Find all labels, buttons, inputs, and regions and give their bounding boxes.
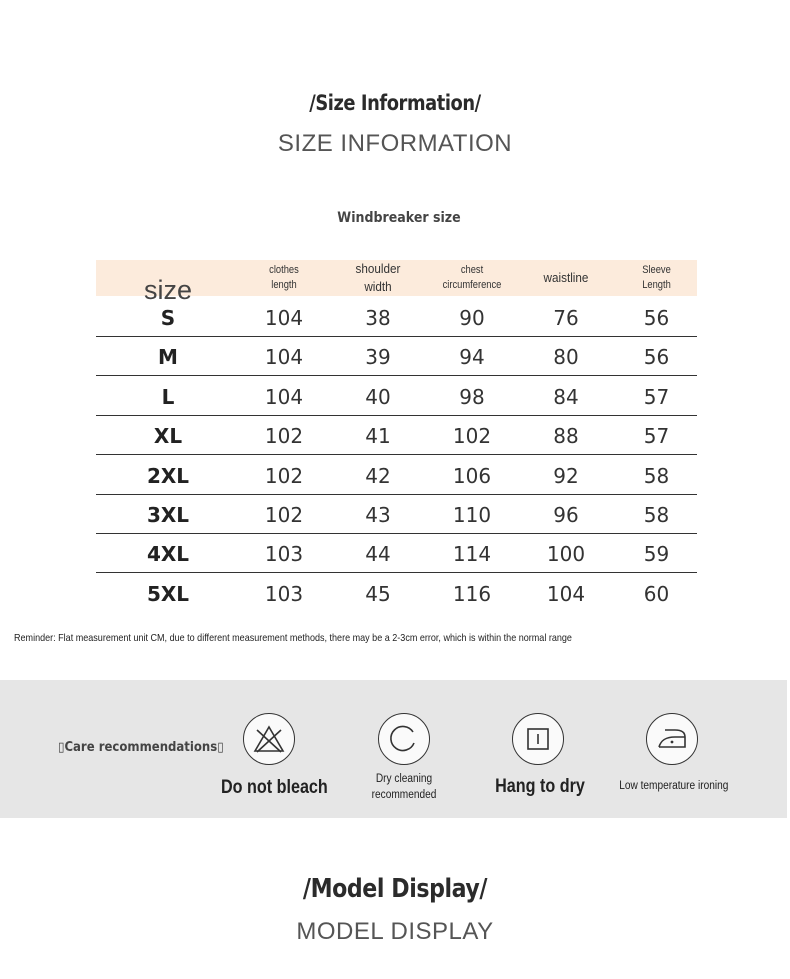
size-section-subtitle: SIZE INFORMATION [277, 130, 513, 157]
model-section-subtitle: MODEL DISPLAY [296, 918, 494, 945]
table-row [96, 416, 697, 455]
cell-sleeve: 59 [643, 541, 670, 566]
cell-length: 103 [264, 541, 304, 566]
cell-size: XL [153, 423, 183, 448]
cell-waist: 96 [553, 502, 579, 527]
cell-waist: 84 [553, 384, 579, 409]
cell-size: 5XL [146, 581, 190, 606]
cell-length: 103 [264, 581, 304, 606]
care-label: ▯Care recommendations▯ [58, 740, 224, 755]
header-clothes-length: clothes length [269, 264, 299, 291]
row-divider [96, 375, 697, 376]
header-chest-circumference: chest circumference [442, 264, 502, 291]
cell-sleeve: 56 [643, 344, 670, 369]
header-size: size [143, 274, 192, 305]
cell-chest: 116 [452, 581, 492, 606]
table-row [96, 337, 697, 376]
cell-chest: 102 [452, 423, 492, 448]
cell-waist: 92 [553, 463, 579, 488]
cell-shoulder: 40 [365, 384, 391, 409]
cell-chest: 98 [459, 384, 485, 409]
table-row [96, 298, 697, 337]
cell-sleeve: 56 [643, 305, 670, 330]
header-sleeve-length: Sleeve Length [642, 264, 671, 291]
cell-sleeve: 57 [643, 384, 670, 409]
table-caption: Windbreaker size [337, 210, 461, 226]
table-row [96, 456, 697, 495]
cell-waist: 100 [546, 541, 586, 566]
table-row [96, 574, 697, 613]
cell-chest: 114 [452, 541, 492, 566]
cell-chest: 90 [459, 305, 485, 330]
care-text-hang-dry: Hang to dry [495, 776, 585, 797]
cell-waist: 80 [553, 344, 579, 369]
cell-size: S [160, 305, 176, 330]
cell-shoulder: 43 [365, 502, 391, 527]
cell-waist: 88 [553, 423, 579, 448]
table-row [96, 495, 697, 534]
row-divider [96, 454, 697, 455]
cell-shoulder: 39 [365, 344, 391, 369]
size-table-header [96, 260, 697, 305]
cell-length: 104 [264, 344, 304, 369]
cell-waist: 104 [546, 581, 586, 606]
cell-chest: 94 [459, 344, 485, 369]
cell-chest: 106 [452, 463, 492, 488]
cell-length: 102 [264, 463, 304, 488]
cell-shoulder: 42 [365, 463, 391, 488]
low-iron-icon [646, 713, 698, 765]
cell-shoulder: 45 [365, 581, 391, 606]
dry-clean-icon [378, 713, 430, 765]
cell-length: 102 [264, 423, 304, 448]
header-waistline: waistline [543, 270, 589, 286]
cell-length: 104 [264, 305, 304, 330]
row-divider [96, 572, 697, 573]
cell-sleeve: 60 [643, 581, 670, 606]
table-row [96, 377, 697, 416]
cell-length: 102 [264, 502, 304, 527]
cell-waist: 76 [553, 305, 579, 330]
care-text-dry-clean: Dry cleaning recommended [371, 773, 437, 801]
cell-sleeve: 58 [643, 463, 670, 488]
cell-shoulder: 44 [365, 541, 391, 566]
care-text-low-iron: Low temperature ironing [619, 780, 729, 792]
cell-size: 4XL [146, 541, 190, 566]
header-shoulder-width: shoulder width [355, 261, 401, 294]
cell-sleeve: 57 [643, 423, 670, 448]
table-row [96, 534, 697, 573]
size-section-title: /Size Information/ [309, 91, 481, 115]
cell-chest: 110 [452, 502, 492, 527]
cell-sleeve: 58 [643, 502, 670, 527]
measurement-reminder: Reminder: Flat measurement unit CM, due to different measurement methods, there may be a 2-3cm error, which is within the normal range [14, 632, 572, 644]
cell-length: 104 [264, 384, 304, 409]
hang-dry-icon [512, 713, 564, 765]
cell-size: 3XL [146, 502, 190, 527]
cell-shoulder: 41 [365, 423, 391, 448]
no-bleach-icon [243, 713, 295, 765]
cell-shoulder: 38 [365, 305, 391, 330]
cell-size: 2XL [146, 463, 190, 488]
care-text-no-bleach: Do not bleach [221, 777, 328, 798]
cell-size: L [161, 384, 175, 409]
cell-size: M [158, 344, 178, 369]
model-section-title: /Model Display/ [302, 874, 488, 904]
